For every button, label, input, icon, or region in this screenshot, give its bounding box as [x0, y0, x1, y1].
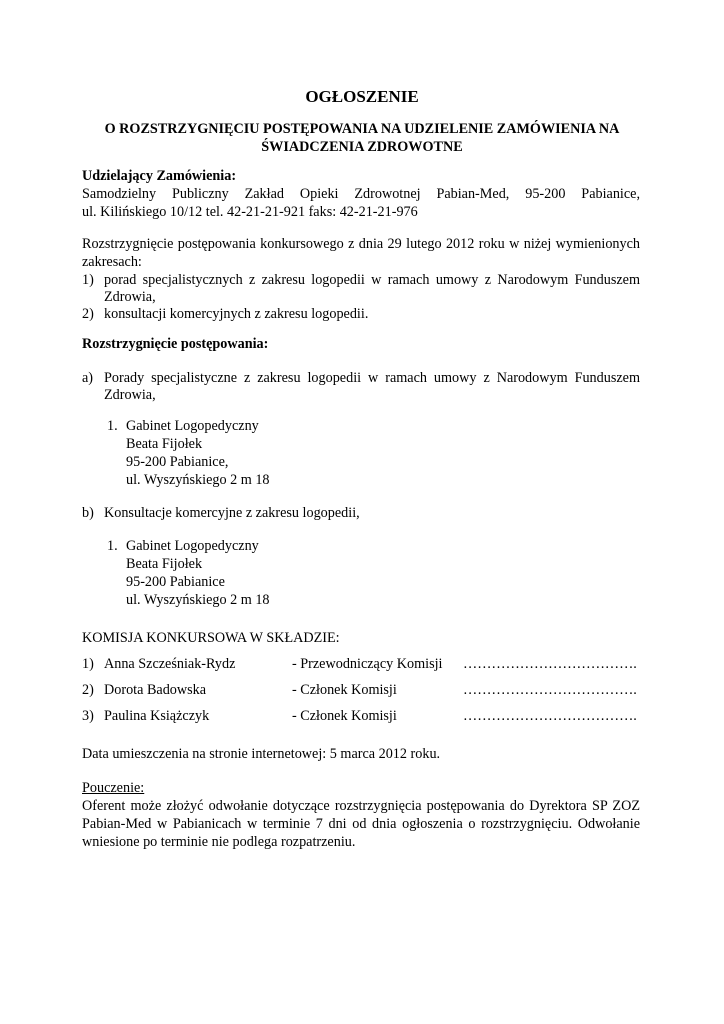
section-a-winner-person: Beata Fijołek	[126, 436, 203, 452]
scope-item-1-num: 1)	[82, 272, 94, 288]
section-b-line-1: Konsultacje komercyjne z zakresu logopedii,	[104, 505, 360, 521]
scope-item-2-line-1: konsultacji komercyjnych z zakresu logopedii.	[104, 306, 369, 322]
orderer-line-2: ul. Kilińskiego 10/12 tel. 42-21-21-921 faks: 42-21-21-976	[82, 204, 418, 220]
notice-line-2: Pabian-Med w Pabianicach w terminie 7 dni od dnia ogłoszenia o rozstrzygnięciu. Odwołanie	[82, 816, 640, 832]
section-a-winner-name: Gabinet Logopedyczny	[126, 418, 259, 434]
section-b-winner-name: Gabinet Logopedyczny	[126, 538, 259, 554]
section-a-line-1: Porady specjalistyczne z zakresu logopedii w ramach umowy z Narodowym Funduszem	[104, 370, 640, 386]
orderer-line-1: Samodzielny Publiczny Zakład Opieki Zdrowotnej Pabian-Med, 95-200 Pabianice,	[82, 186, 640, 202]
section-a-letter: a)	[82, 370, 94, 386]
section-a-winner-street: ul. Wyszyńskiego 2 m 18	[126, 472, 270, 488]
section-a-winner-city: 95-200 Pabianice,	[126, 454, 229, 470]
commission-3-name: Paulina Książczyk	[104, 708, 210, 724]
commission-1-signature: ……………………………….	[463, 656, 637, 672]
subtitle	[80, 120, 644, 156]
commission-3-signature: ……………………………….	[463, 708, 637, 724]
commission-1-num: 1)	[82, 656, 94, 672]
commission-heading: KOMISJA KONKURSOWA W SKŁADZIE:	[82, 630, 340, 646]
commission-1-role: - Przewodniczący Komisji	[292, 656, 443, 672]
section-b-winner-person: Beata Fijołek	[126, 556, 203, 572]
notice-heading: Pouczenie:	[82, 780, 145, 796]
section-b-winner-city: 95-200 Pabianice	[126, 574, 225, 590]
resolution-heading: Rozstrzygnięcie postępowania:	[82, 336, 269, 352]
notice-line-3: wniesione po terminie nie podlega rozpatrzeniu.	[82, 834, 356, 850]
commission-2-role: - Członek Komisji	[292, 682, 397, 698]
commission-3-num: 3)	[82, 708, 94, 724]
commission-1-name: Anna Szcześniak-Rydz	[104, 656, 236, 672]
scope-item-2-num: 2)	[82, 306, 94, 322]
page-title: OGŁOSZENIE	[305, 87, 419, 106]
orderer-heading: Udzielający Zamówienia:	[82, 168, 237, 184]
section-a-winner-num: 1.	[107, 418, 118, 434]
commission-2-signature: ……………………………….	[463, 682, 637, 698]
subtitle-line-1: O ROZSTRZYGNIĘCIU POSTĘPOWANIA NA UDZIELENIE ZAMÓWIENIA NA	[104, 121, 620, 137]
commission-3-role: - Członek Komisji	[292, 708, 397, 724]
intro-line-1: Rozstrzygnięcie postępowania konkursowego z dnia 29 lutego 2012 roku w niżej wymienionych	[82, 236, 640, 252]
scope-item-1-line-1: porad specjalistycznych z zakresu logopedii w ramach umowy z Narodowym Funduszem	[104, 272, 640, 288]
subtitle-line-2: ŚWIADCZENIA ZDROWOTNE	[261, 139, 463, 155]
section-a-line-2: Zdrowia,	[104, 387, 156, 403]
section-b-letter: b)	[82, 505, 94, 521]
publication-date: Data umieszczenia na stronie internetowej: 5 marca 2012 roku.	[82, 746, 441, 762]
notice-line-1: Oferent może złożyć odwołanie dotyczące rozstrzygnięcia postępowania do Dyrektora SP ZOZ	[82, 798, 640, 814]
commission-2-num: 2)	[82, 682, 94, 698]
scope-item-1-line-2: Zdrowia,	[104, 289, 156, 305]
section-b-winner-num: 1.	[107, 538, 118, 554]
intro-line-2: zakresach:	[82, 254, 142, 270]
commission-2-name: Dorota Badowska	[104, 682, 207, 698]
section-b-winner-street: ul. Wyszyńskiego 2 m 18	[126, 592, 270, 608]
